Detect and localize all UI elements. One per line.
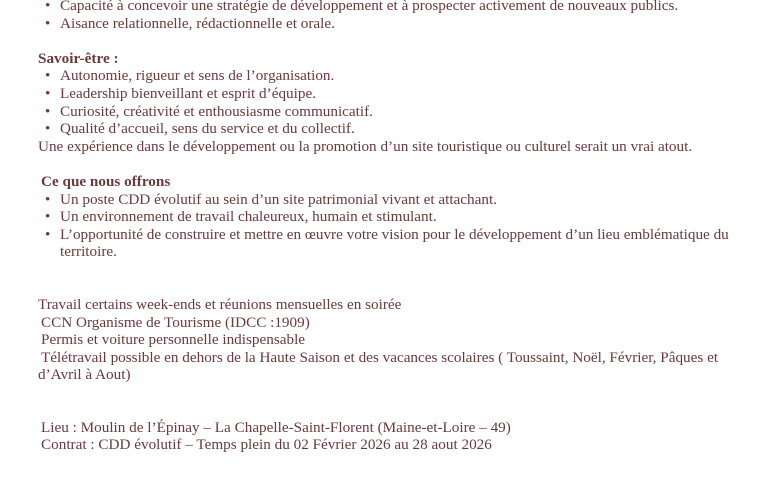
list-item: • L’opportunité de construire et mettre en œuvre votre vision pour le développement d’un lieu emblématique du territoire.	[38, 226, 738, 261]
list-item: • Un environnement de travail chaleureux, humain et stimulant.	[38, 208, 738, 226]
experience-note: Une expérience dans le développement ou la promotion d’un site touristique ou culturel serait un vrai atout.	[38, 137, 693, 155]
list-item: • Qualité d’accueil, sens du service et du collectif.	[38, 120, 738, 138]
telework-text: Télétravail possible en dehors de la Haute Saison et des vacances scolaires ( Toussaint, Noël, Février, Pâques et d’Avril à Aout)	[38, 348, 719, 384]
list-item: • Aisance relationnelle, rédactionnelle et orale.	[38, 15, 738, 33]
skills-list	[38, 0, 738, 32]
condition-weekends: Travail certains week-ends et réunions mensuelles en soirée	[38, 295, 402, 313]
condition-ccn: CCN Organisme de Tourisme (IDCC :1909)	[41, 313, 310, 331]
savoir-etre-list	[38, 67, 738, 137]
list-item: • Un poste CDD évolutif au sein d’un site patrimonial vivant et attachant.	[38, 191, 738, 209]
offer-list	[38, 191, 738, 261]
list-item: • Autonomie, rigueur et sens de l’organisation.	[38, 67, 738, 85]
location-line: Lieu : Moulin de l’Épinay – La Chapelle-Saint-Florent (Maine-et-Loire – 49)	[41, 418, 511, 436]
list-item: • Capacité à concevoir une stratégie de développement et à prospecter activement de nouveaux publics.	[38, 0, 738, 15]
job-posting-body	[38, 0, 738, 454]
condition-telework	[38, 349, 738, 384]
contract-line: Contrat : CDD évolutif – Temps plein du 02 Février 2026 au 28 aout 2026	[41, 436, 492, 454]
list-item: • Leadership bienveillant et esprit d’équipe.	[38, 85, 738, 103]
savoir-etre-heading: Savoir-être :	[38, 49, 119, 67]
list-item: • Curiosité, créativité et enthousiasme communicatif.	[38, 103, 738, 121]
condition-license: Permis et voiture personnelle indispensable	[41, 331, 306, 349]
offer-heading: Ce que nous offrons	[41, 172, 171, 190]
